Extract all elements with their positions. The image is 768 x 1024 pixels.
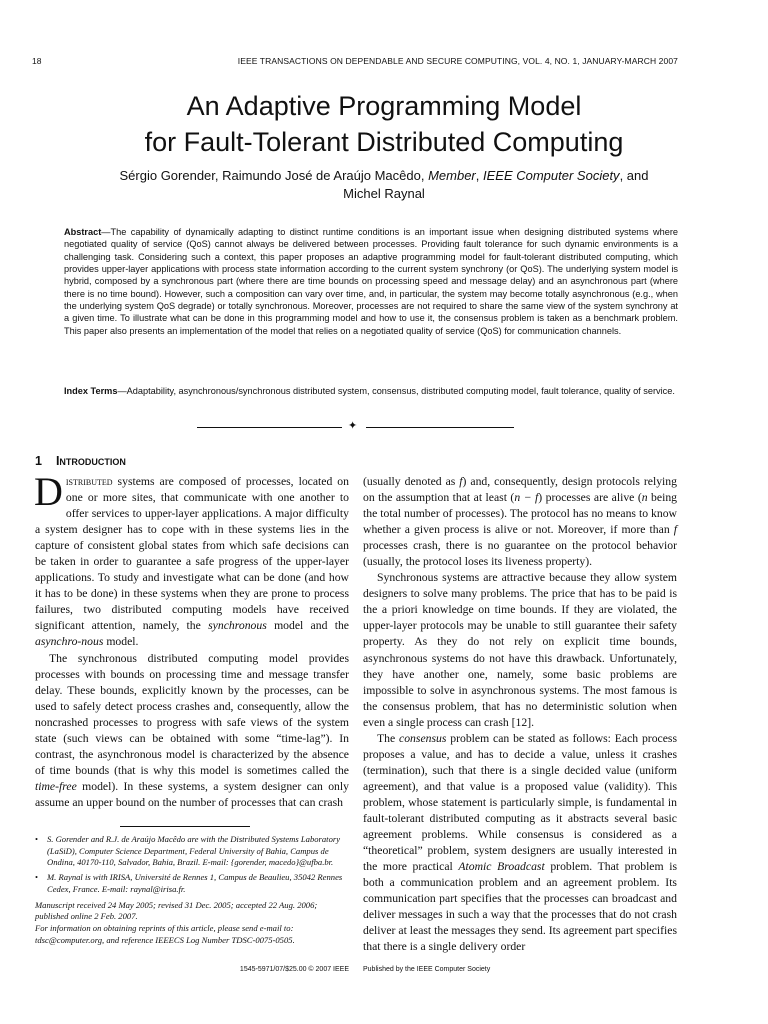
index-terms-text: —Adaptability, asynchronous/synchronous distributed system, consensus, distributed computing model, fault tolerance, quality of service. bbox=[117, 386, 675, 396]
authors-line-2: Michel Raynal bbox=[343, 186, 425, 201]
abstract-text: —The capability of dynamically adapting to distinct runtime conditions is an important issue when designing distributed systems where negotiated quality of service (QoS) cannot always be delivered between processes. Providing fault tolerance for such dynamic environments is a challenging task. Considering such a context, this paper proposes an adaptive programming model for fault-tolerant distributed computing, which provides upper-layer applications with process state information according to the current system synchrony (or QoS). The underlying system model is hybrid, composed by a synchronous part (where there are time bounds on processing speed and message delay) and an asynchronous part (where there is no time bound). However, such a composition can vary over time, and, in particular, the system may become totally asynchronous (e.g., when the underlying system QoS degrade) or totally synchronous. Moreover, processes are not required to share the same view of the system synchrony at a given time. To illustrate what can be done in this programming model and how to use it, the consensus problem is taken as a benchmark problem. This paper also presents an implementation of the model that relies on a negotiated quality of service (QoS) for communication channels. bbox=[64, 227, 678, 336]
authors-names: Sérgio Gorender, Raimundo José de Araújo Macêdo, bbox=[119, 168, 429, 183]
intro-paragraph-1 bbox=[34, 469, 349, 651]
text-run: processes crash, there is no guarantee on the protocol behavior (usually, the protocol loses its liveness property). bbox=[363, 539, 677, 569]
math-var: f bbox=[673, 523, 677, 537]
intro-paragraph-3 bbox=[363, 474, 677, 570]
author-list bbox=[40, 167, 728, 203]
math-var: n bbox=[641, 491, 648, 505]
title-line-2: for Fault-Tolerant Distributed Computing bbox=[144, 127, 624, 157]
footnotes bbox=[35, 834, 349, 946]
paper-title bbox=[40, 88, 728, 160]
abstract-label: Abstract bbox=[64, 227, 102, 237]
text-run: model. bbox=[103, 635, 139, 649]
math-expr: n − f bbox=[514, 491, 539, 505]
bullet-icon: • bbox=[35, 872, 39, 883]
text-run: model and the bbox=[266, 619, 349, 633]
text-run: problem can be stated as follows: Each process proposes a value, and has to decide a value, unless it crashes (termination), such that there is a single decided value (uniform agreement), and that value is a proposed value (validity). This problem, whose statement is particularly simple, is fundamental in fault-tolerant distributed computing as it abstracts several basic agreement problems. While consensus is considered as a “theoretical” problem, system designers are usually interested in the more practical bbox=[363, 731, 678, 874]
divider-right bbox=[366, 427, 514, 428]
journal-header: IEEE TRANSACTIONS ON DEPENDABLE AND SECURE COMPUTING, VOL. 4, NO. 1, JANUARY-MARCH 2007 bbox=[237, 56, 678, 66]
abstract bbox=[64, 226, 678, 337]
reprints-note: For information on obtaining reprints of this article, please send e-mail to: tdsc@computer.org, and reference IEEECS Log Number TDSC-0075-0505. bbox=[35, 922, 295, 945]
text-run: (usually denoted as bbox=[363, 475, 460, 488]
text-run: ) processes are alive ( bbox=[538, 491, 642, 505]
text-run: ) and, consequently, design protocols relying on the assumption that at least ( bbox=[363, 475, 677, 505]
intro-paragraph-4: Synchronous systems are attractive because they allow system designers to solve many problems. The price that has to be paid is the a priori knowledge on time bounds. If they are violated, the upper-layer protocols may be unable to still guarantee their safety property. As they do not rely on explicit time bounds, asynchronous systems do not have this drawback. Unfortunately, they have another one, namely, some basic problems are impossible to solve in asynchronous systems. The most famous is the consensus problem, that has no deterministic solution when even a single process can crash [12]. bbox=[363, 571, 677, 729]
footnote-2 bbox=[35, 872, 349, 895]
smallcaps-word: istributed bbox=[65, 475, 113, 488]
intro-paragraph-2 bbox=[35, 651, 349, 811]
text-run: model). In these systems, a system designer can only assume an upper bound on the number of processes that can crash bbox=[35, 779, 349, 809]
authors-sep: , bbox=[475, 168, 483, 183]
footnote-text: M. Raynal is with IRISA, Université de Rennes 1, Campus de Beaulieu, 35042 Rennes Cedex, France. E-mail: raynal@irisa.fr. bbox=[47, 872, 343, 894]
text-run: The synchronous distributed computing model provides processes with bounds on processing time and message transfer delay. These bounds, explicitly known by the processes, can be used to safely detect process crashes and, consequently, allow the noncrashed processes to progress with safe views of the system state (such views can be obtained with some “time-lag”). In contrast, the asynchronous model is characterized by the absence of time bounds (that is why this model is sometimes called the bbox=[35, 651, 349, 777]
footnote-rule bbox=[120, 826, 250, 827]
divider-left bbox=[197, 427, 342, 428]
index-terms bbox=[64, 385, 678, 398]
issn-line: 1545-5971/07/$25.00 © 2007 IEEE bbox=[239, 966, 349, 973]
emphasis: Atomic Broadcast bbox=[458, 860, 545, 874]
authors-line-1 bbox=[40, 167, 728, 185]
index-terms-label: Index Terms bbox=[64, 386, 118, 396]
footnote-1 bbox=[35, 834, 349, 869]
member-label: Member bbox=[428, 168, 476, 183]
emphasis: consensus bbox=[399, 731, 447, 745]
footnote-text: S. Gorender and R.J. de Araújo Macêdo are with the Distributed Systems Laboratory (LaSiD), Computer Science Department, Federal University of Bahia, Campus de Ondina, 40170-110, Salvador, Bahia, Brazil. E-mail: {gorender, macedo}@ufba.br. bbox=[47, 834, 341, 868]
manuscript-note: Manuscript received 24 May 2005; revised 31 Dec. 2005; accepted 22 Aug. 2006; published online 2 Feb. 2007. bbox=[35, 899, 318, 922]
society-label: IEEE Computer Society bbox=[483, 168, 620, 183]
text-run: problem. That problem is both a communication problem and an agreement problem. Its communication part specifies that the processes can broadcast and deliver messages in such a way that the processes that do not crash deliver at least the messages they send. Its agreement part specifies that there is a single delivery order bbox=[363, 860, 678, 954]
authors-and: , and bbox=[619, 168, 649, 183]
section-heading bbox=[35, 454, 126, 468]
section-title: Introduction bbox=[55, 454, 126, 468]
drop-cap: D bbox=[34, 469, 63, 514]
divider-diamond-icon: ✦ bbox=[348, 420, 358, 432]
emphasis: time-free bbox=[35, 779, 77, 793]
section-number: 1 bbox=[35, 454, 42, 468]
publisher-line: Published by the IEEE Computer Society bbox=[363, 966, 491, 973]
emphasis: asynchro-nous bbox=[35, 635, 104, 649]
bullet-icon: • bbox=[35, 834, 39, 844]
page-number: 18 bbox=[32, 56, 42, 66]
text-run: The bbox=[377, 731, 400, 745]
emphasis: synchronous bbox=[208, 619, 267, 633]
intro-paragraph-5 bbox=[363, 731, 677, 956]
text-run: systems are composed of processes, located on one or more sites, that communicate with one another to offer services to upper-layer applications. A major difficulty a system designer has to cope with in these systems lies in the capture of consistent global states from which safe decisions can be taken in order to guarantee a safe progress of the upper-layer applications. To study and investigate what can be done (and how it has to be done) in these systems when they are prone to process failures, two distributed computing models have received significant attention, namely, the bbox=[35, 475, 349, 633]
left-column bbox=[34, 469, 349, 811]
right-column bbox=[363, 474, 677, 955]
title-line-1: An Adaptive Programming Model bbox=[186, 91, 582, 121]
text-run: being the total number of processes). The protocol has no means to know whether a given process is alive or not. Moreover, if more than bbox=[363, 491, 678, 537]
math-var: f bbox=[459, 475, 463, 488]
